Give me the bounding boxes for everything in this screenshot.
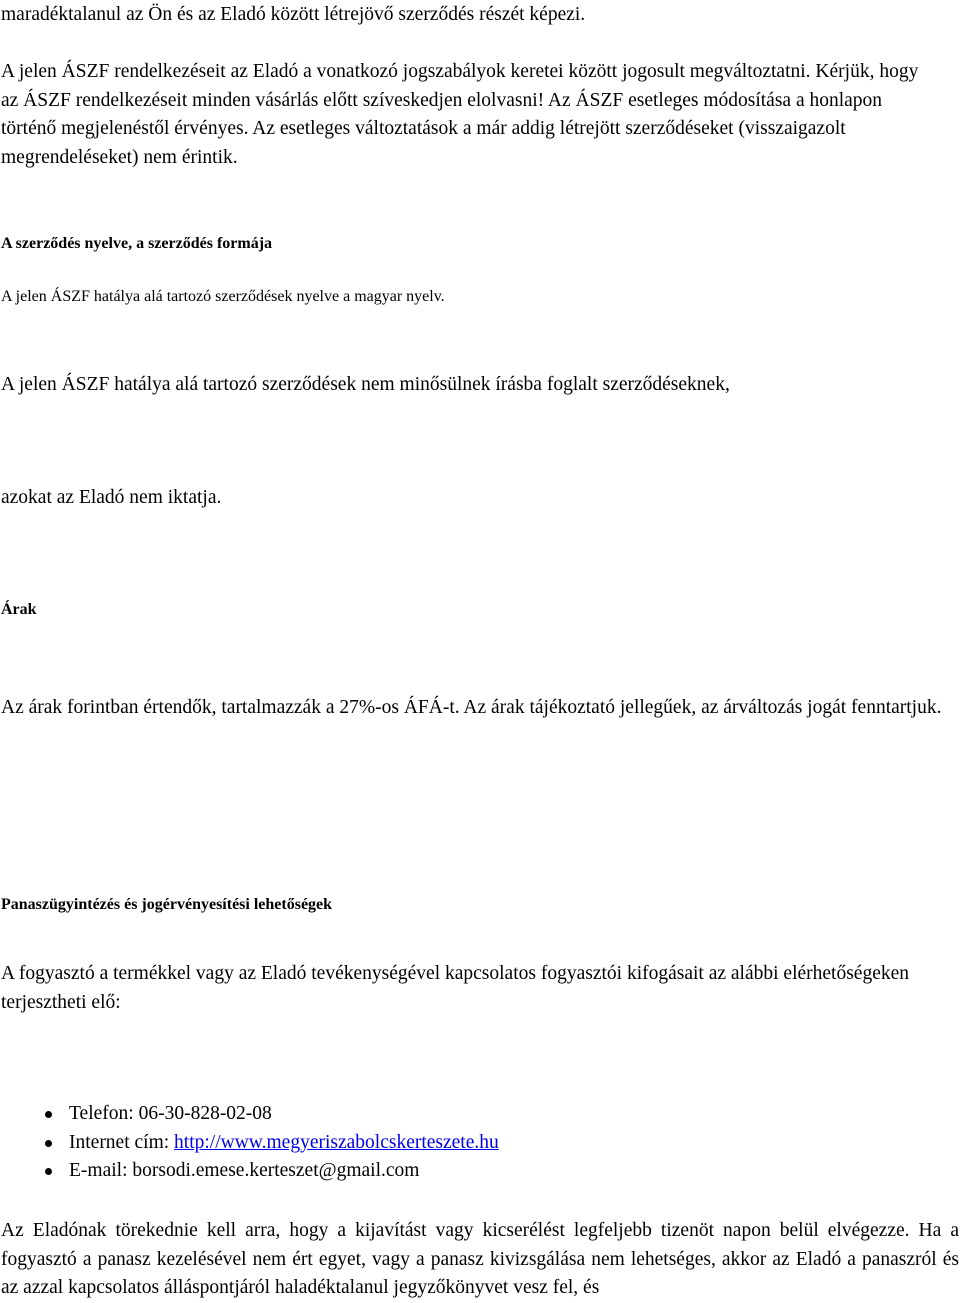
heading-complaints: Panaszügyintézés és jogérvényesítési lehetőségek	[1, 896, 333, 913]
web-label: Internet cím:	[69, 1131, 175, 1153]
contact-list	[0, 1100, 900, 1186]
contact-item-phone	[0, 1100, 900, 1129]
website-link[interactable]: http://www.megyeriszabolcskerteszete.hu	[174, 1131, 499, 1153]
paragraph-not-filed: azokat az Eladó nem iktatja.	[1, 487, 222, 508]
paragraph-complaint-handling: Az Eladónak törekednie kell arra, hogy a kijavítást vagy kicserélést legfeljebb tizenöt napon belül elvégezze. Ha a fogyasztó a panasz kezelésével nem ért egyet, vagy a panasz kivizsgálása nem lehetséges, akkor az Eladó a panaszról és az azzal kapcsolatos álláspontjáról haladéktalanul jegyzőkönyvet vesz fel, és	[1, 1220, 959, 1299]
paragraph-contract-language: A jelen ÁSZF hatálya alá tartozó szerződések nyelve a magyar nyelv.	[1, 288, 445, 305]
paragraph-contract-form: A jelen ÁSZF hatálya alá tartozó szerződések nem minősülnek írásba foglalt szerződéseknek,	[1, 374, 730, 395]
paragraph-prices: Az árak forintban értendők, tartalmazzák a 27%-os ÁFÁ-t. Az árak tájékoztató jellegűek, az árváltozás jogát fenntartjuk.	[1, 697, 942, 718]
contact-item-web	[0, 1129, 900, 1158]
bullet-icon	[45, 1111, 52, 1118]
phone-value: 06-30-828-02-08	[138, 1103, 272, 1124]
paragraph-aszf-changes: A jelen ÁSZF rendelkezéseit az Eladó a vonatkozó jogszabályok keretei között jogosult megváltoztatni. Kérjük, hogy az ÁSZF rendelkezéseit minden vásárlás előtt szíveskedjen elolvasni! Az ÁSZF esetleges módosítása a honlapon történő megjelenéstől érvényes. Az esetleges változtatások a már addig létrejött szerződéseket (visszaigazolt megrendeléseket) nem érintik.	[1, 61, 919, 168]
phone-label: Telefon:	[69, 1103, 139, 1124]
email-value: borsodi.emese.kerteszet@gmail.com	[132, 1160, 420, 1182]
paragraph-complaints-intro: A fogyasztó a termékkel vagy az Eladó tevékenységével kapcsolatos fogyasztói kifogásait az alábbi elérhetőségeken terjesztheti elő:	[1, 963, 910, 1013]
contact-item-email	[0, 1157, 900, 1186]
heading-contract-language: A szerződés nyelve, a szerződés formája	[1, 235, 273, 252]
email-label: E-mail:	[69, 1160, 133, 1182]
bullet-icon	[45, 1168, 52, 1175]
bullet-icon	[45, 1140, 52, 1147]
heading-prices: Árak	[1, 601, 37, 618]
paragraph-contract-part: maradéktalanul az Ön és az Eladó között létrejövő szerződés részét képezi.	[1, 4, 586, 25]
